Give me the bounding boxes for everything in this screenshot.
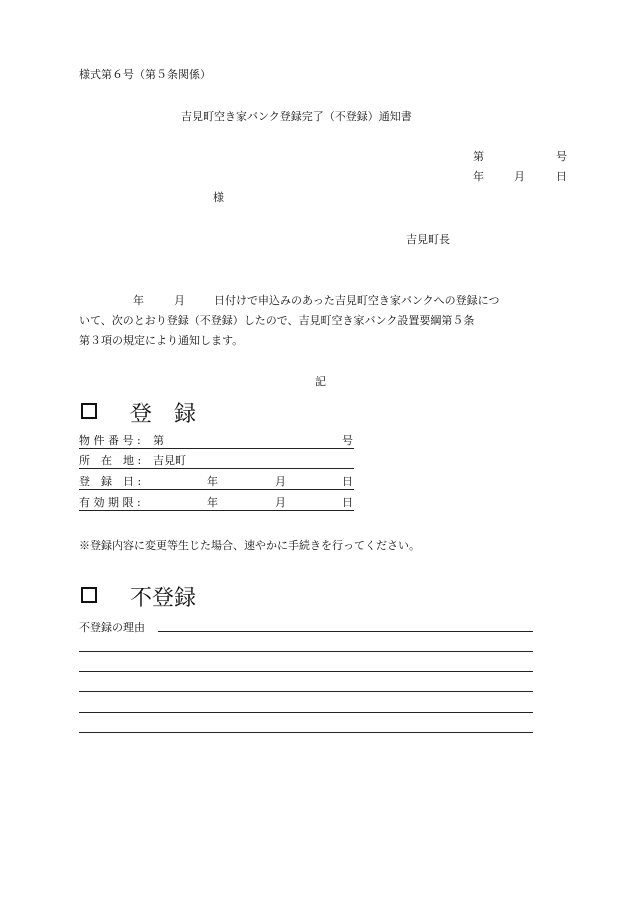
issue-day: 日 [556,170,567,183]
body-year: 年 [133,294,144,307]
validity-row [79,494,354,511]
registration-month: 月 [275,475,286,488]
property-number-prefix: 第 [153,434,164,447]
issue-number-prefix: 第 [473,150,484,163]
registration-date-row [79,473,354,490]
form-number: 様式第６号（第５条関係） [79,68,211,81]
reason-line-4[interactable] [79,691,533,692]
registration-date-label: 登 録 日 : [79,475,142,488]
property-number-label: 物 件 番 号 : [79,434,141,447]
reason-label: 不登録の理由 [79,621,145,634]
location-label: 所 在 地 : [79,454,142,467]
reason-line-5[interactable] [79,712,533,713]
registration-year: 年 [207,475,218,488]
location-row [79,452,354,469]
issue-year: 年 [473,170,484,183]
not-registered-heading: 不登録 [130,586,197,611]
property-number-row [79,432,354,449]
property-number-suffix: 号 [342,434,353,447]
validity-label: 有 効 期 限 : [79,496,141,509]
body-month: 月 [174,294,185,307]
registration-note: ※登録内容に変更等生じた場合、速やかに手続きを行ってください。 [79,539,420,552]
reason-line-6[interactable] [79,732,533,733]
issue-month: 月 [514,170,525,183]
registration-day: 日 [342,475,353,488]
validity-year: 年 [207,496,218,509]
document-title: 吉見町空き家バンク登録完了（不登録）通知書 [181,110,412,123]
registered-checkbox[interactable] [81,403,97,419]
reason-line-1[interactable] [158,631,533,632]
body-text-line1: 日付けで申込みのあった吉見町空き家バンクへの登録につ [214,294,500,307]
validity-month: 月 [275,496,286,509]
body-text-line3: 第３項の規定により通知します。 [79,334,244,347]
reason-line-2[interactable] [79,651,533,652]
location-value: 吉見町 [153,454,186,467]
validity-day: 日 [342,496,353,509]
registered-heading: 登 録 [130,402,197,427]
body-text-line2: いて、次のとおり登録（不登録）したので、吉見町空き家バンク設置要綱第５条 [79,314,475,327]
reason-line-3[interactable] [79,671,533,672]
issue-number-suffix: 号 [556,150,567,163]
recipient-honorific: 様 [213,191,224,204]
ki-marker: 記 [315,375,326,388]
not-registered-checkbox[interactable] [81,587,97,603]
issuer-name: 吉見町長 [406,233,450,246]
